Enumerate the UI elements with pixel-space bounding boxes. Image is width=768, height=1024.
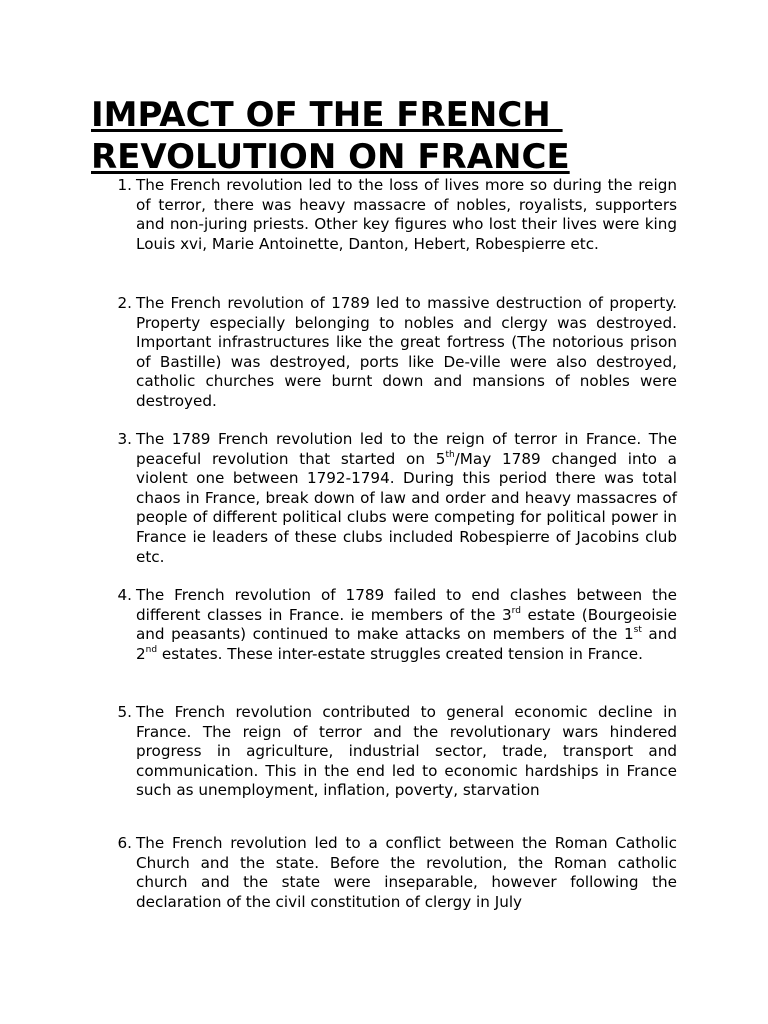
list-item-number: 1. [117,176,132,194]
list-item-text: The French revolution contributed to general economic decline in France. The reign of terror and the revolutionary wars hindered progress in agriculture, industrial sector, trade, transport and communication. This in the end led to economic hardships in France such as unemployment, inflation, poverty, starvation [136,703,677,800]
list-item-text: The 1789 French revolution led to the reign of terror in France. The peaceful revolution that started on 5th/May 1789 changed into a violent one between 1792-1794. During this period there was total chaos in France, break down of law and order and heavy massacres of people of different political clubs were competing for political power in France ie leaders of these clubs included Robespierre of Jacobins club etc. [136,430,677,566]
title-line-2: REVOLUTION ON FRANCE [91,137,570,177]
list-item-number: 6. [117,834,132,852]
page-title [91,94,691,178]
list-item-number: 2. [117,294,132,312]
list-item-number: 4. [117,586,132,604]
list-item-text: The French revolution of 1789 led to massive destruction of property. Property especially belonging to nobles and clergy was destroyed. Important infrastructures like the great fortress (The notorious prison of Bastille) was destroyed, ports like De-ville were also destroyed, catholic churches were burnt down and mansions of nobles were destroyed. [136,294,677,410]
list-item-number: 3. [117,430,132,448]
list-item-text: The French revolution of 1789 failed to end clashes between the different classes in France. ie members of the 3rd estate (Bourgeoisie and peasants) continued to make attacks on members of the 1st and 2nd estates. These inter-estate struggles created tension in France. [136,586,678,663]
title-line-1: IMPACT OF THE FRENCH [91,95,563,135]
list-item-number: 5. [117,703,132,721]
list-item-text: The French revolution led to the loss of lives more so during the reign of terror, there was heavy massacre of nobles, royalists, supporters and non-juring priests. Other key figures who lost their lives were king Louis xvi, Marie Antoinette, Danton, Hebert, Robespierre etc. [136,176,677,253]
list-item-text: The French revolution led to a conflict between the Roman Catholic Church and the state. Before the revolution, the Roman catholic church and the state were inseparable, however following the declaration of the civil constitution of clergy in July [136,834,677,911]
